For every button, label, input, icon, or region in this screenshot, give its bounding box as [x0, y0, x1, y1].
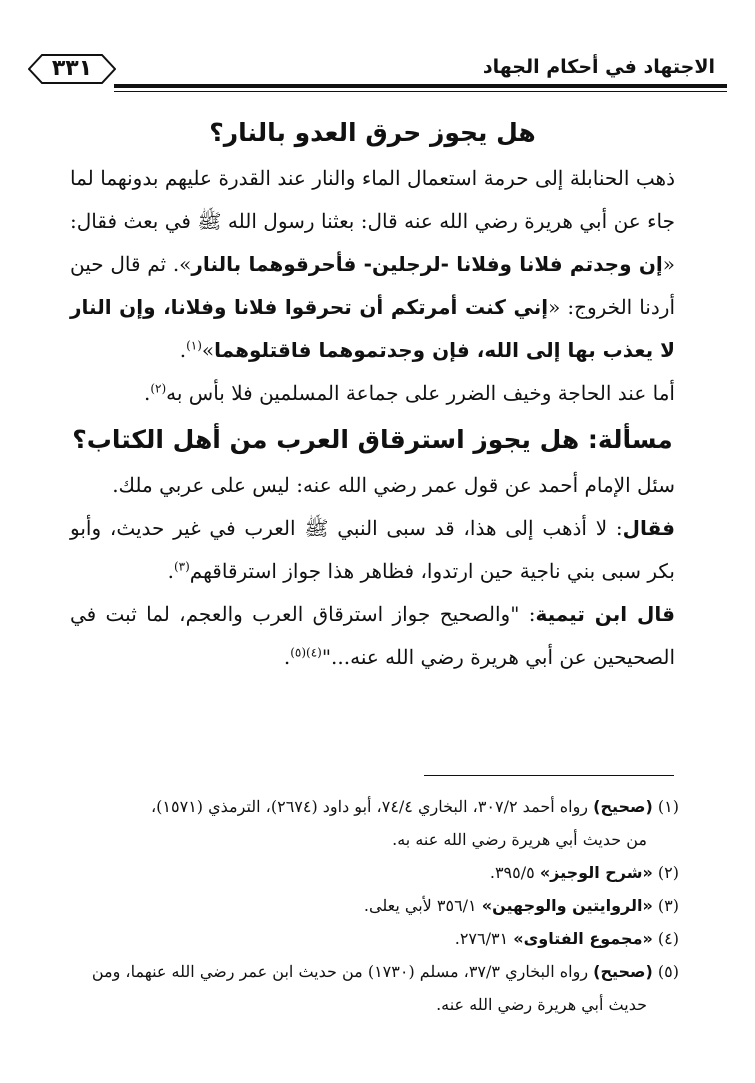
footnote-2 [62, 856, 679, 889]
footnote-number: (٤) [657, 929, 679, 948]
spacer [70, 415, 675, 425]
running-title: الاجتهاد في أحكام الجهاد [482, 56, 715, 78]
paragraph-ibn-taymiyya [70, 593, 675, 679]
footnote-1 [62, 790, 679, 856]
footnote-number: (٢) [657, 863, 679, 882]
paragraph-hanabila [70, 157, 675, 372]
footnote-ref[interactable]: (٣) [173, 559, 190, 574]
footnote-text: ٣٩٥/٥. [489, 863, 540, 882]
footnote-source: «الروايتين والوجهين» [481, 896, 653, 915]
footnote-separator [424, 775, 674, 776]
text-run: سئل الإمام أحمد عن قول عمر رضي الله عنه: ليس على عربي ملك. [112, 473, 675, 497]
footnote-text: ٣٥٦/١ لأبي يعلى. [363, 896, 482, 915]
text-run: ». ثم قال حين أردنا الخروج: « [70, 252, 675, 319]
paragraph-ahmad-answer [70, 507, 675, 593]
footnote-continuation: من حديث أبي هريرة رضي الله عنه به. [392, 830, 647, 849]
hadith-text-2: إني كنت أمرتكم أن تحرقوا فلانا وفلانا، وإن النار لا يعذب بها إلى الله، فإن وجدتموهما فاقتلوهما [70, 295, 675, 362]
text-run: . [167, 559, 174, 583]
footnote-continuation: حديث أبي هريرة رضي الله عنه. [436, 995, 647, 1014]
text-run: : لا أذهب إلى هذا، قد سبى النبي ﷺ العرب في غير حديث، وأبو بكر سبى بني ناجية حين ارتدوا، فظاهر هذا جواز استرقاقهم [70, 516, 675, 583]
text-run: : "والصحيح جواز استرقاق العرب والعجم، لما ثبت في الصحيحين عن أبي هريرة رضي الله عنه..." [70, 602, 675, 669]
footnote-text: رواه أحمد ٣٠٧/٢، البخاري ٧٤/٤، أبو داود (٢٦٧٤)، الترمذي (١٥٧١)، [151, 797, 594, 816]
text-run: . [179, 338, 187, 362]
footnote-3 [62, 889, 679, 922]
footnote-5 [62, 955, 679, 1021]
footnote-source: «مجموع الفتاوى» [513, 929, 653, 948]
paragraph-necessity [70, 372, 675, 415]
footnote-number: (٥) [657, 962, 679, 981]
footnote-4 [62, 922, 679, 955]
footnotes [62, 790, 679, 1021]
text-run: ذهب الحنابلة إلى حرمة استعمال الماء والنار عند القدرة عليهم بدونهما لما جاء عن أبي هريرة رضي الله عنه قال: بعثنا رسول الله ﷺ في بعث فقال: « [70, 166, 676, 276]
paragraph-ahmad-question [70, 464, 675, 507]
footnote-number: (٣) [657, 896, 679, 915]
speaker-label: فقال [622, 516, 675, 540]
section-heading-burning: هل يجوز حرق العدو بالنار؟ [209, 118, 536, 147]
text-run: » [201, 338, 215, 362]
footnote-source: «شرح الوجيز» [539, 863, 653, 882]
footnote-ref[interactable]: (١) [186, 338, 202, 353]
hadith-text-1: إن وجدتم فلانا وفلانا -لرجلين- فأحرقوهما بالنار [191, 252, 663, 276]
page-header [28, 46, 727, 94]
footnote-grade: (صحيح) [593, 797, 653, 816]
footnote-number: (١) [657, 797, 679, 816]
footnote-grade: (صحيح) [593, 962, 653, 981]
header-rule-thin [114, 91, 727, 92]
footnote-ref[interactable]: (٢) [150, 381, 167, 396]
footnote-text: ٢٧٦/٣١. [454, 929, 514, 948]
text-run: أما عند الحاجة وخيف الضرر على جماعة المسلمين فلا بأس به [166, 381, 675, 405]
text-run: . [283, 645, 291, 669]
page-number: ٣٣١ [51, 56, 93, 81]
page-number-badge [28, 54, 116, 84]
header-rule-thick [114, 84, 727, 88]
speaker-label: قال ابن تيمية [535, 602, 675, 626]
text-run: . [143, 381, 151, 405]
footnote-text: رواه البخاري ٣٧/٣، مسلم (١٧٣٠) من حديث ابن عمر رضي الله عنهما، ومن [91, 962, 594, 981]
footnote-ref[interactable]: (٤)(٥) [290, 645, 322, 660]
section-heading-enslavement: مسألة: هل يجوز استرقاق العرب من أهل الكتاب؟ [72, 425, 673, 454]
page-body [70, 118, 675, 679]
